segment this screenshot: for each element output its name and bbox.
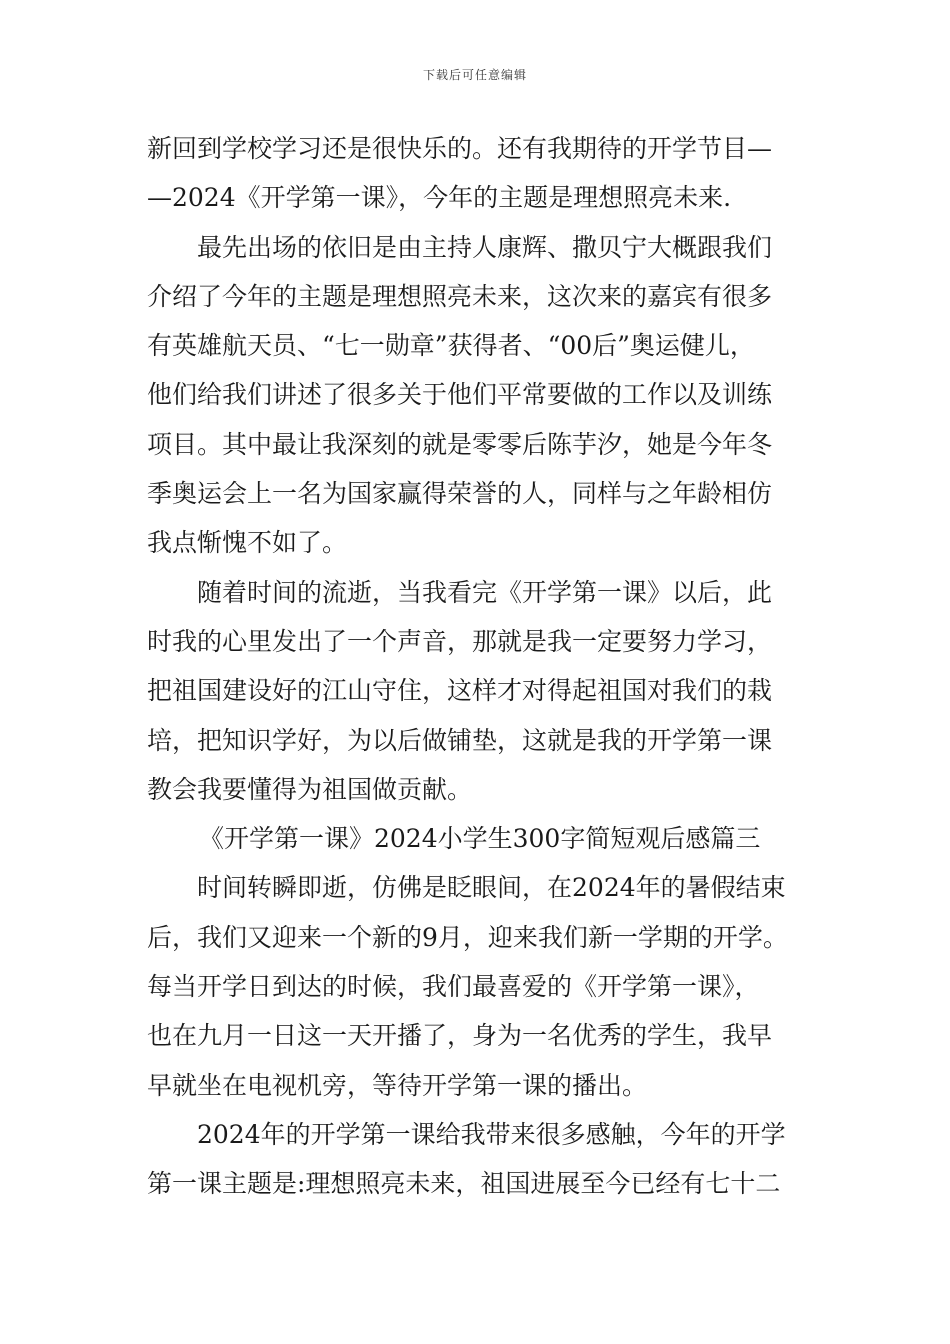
text-line: 他们给我们讲述了很多关于他们平常要做的工作以及训练 [147, 380, 773, 410]
text-line: 有英雄航天员、“七一勋章”获得者、“00后”奥运健儿， [147, 331, 755, 361]
text-line: 最先出场的依旧是由主持人康辉、撒贝宁大概跟我们 [197, 232, 773, 262]
text-line: 第一课主题是:理想照亮未来，祖国进展至今已经有七十二 [147, 1169, 781, 1199]
text-line: 教会我要懂得为祖国做贡献。 [147, 774, 473, 804]
section-heading: 《开学第一课》2024小学生300字简短观后感篇三 [199, 824, 761, 854]
text-line: 早就坐在电视机旁，等待开学第一课的播出。 [147, 1070, 648, 1100]
text-line: 时间转瞬即逝，仿佛是眨眼间，在2024年的暑假结束 [197, 873, 786, 903]
text-line: 也在九月一日这一天开播了，身为一名优秀的学生，我早 [147, 1021, 773, 1051]
text-line: 新回到学校学习还是很快乐的。还有我期待的开学节目— [147, 134, 773, 163]
text-line: 季奥运会上一名为国家赢得荣誉的人，同样与之年龄相仿 [147, 479, 773, 509]
text-line: 每当开学日到达的时候，我们最喜爱的《开学第一课》， [147, 972, 760, 1002]
header-note: 下载后可任意编辑 [422, 68, 527, 82]
text-line: —2024《开学第一课》，今年的主题是理想照亮未来. [147, 183, 732, 213]
document-body [147, 124, 812, 1209]
text-line: 把祖国建设好的江山守住，这样才对得起祖国对我们的栽 [147, 676, 773, 706]
text-line: 随着时间的流逝，当我看完《开学第一课》以后，此 [197, 577, 773, 607]
text-line: 时我的心里发出了一个声音，那就是我一定要努力学习， [147, 626, 773, 656]
text-line: 后，我们又迎来一个新的9月，迎来我们新一学期的开学。 [147, 922, 788, 952]
text-line: 介绍了今年的主题是理想照亮未来，这次来的嘉宾有很多 [147, 281, 773, 311]
text-line: 2024年的开学第一课给我带来很多感触，今年的开学 [197, 1119, 786, 1149]
text-line: 项目。其中最让我深刻的就是零零后陈芋汐，她是今年冬 [147, 429, 773, 459]
text-line: 培，把知识学好，为以后做铺垫，这就是我的开学第一课 [147, 725, 773, 755]
text-line: 我点惭愧不如了。 [147, 528, 348, 558]
